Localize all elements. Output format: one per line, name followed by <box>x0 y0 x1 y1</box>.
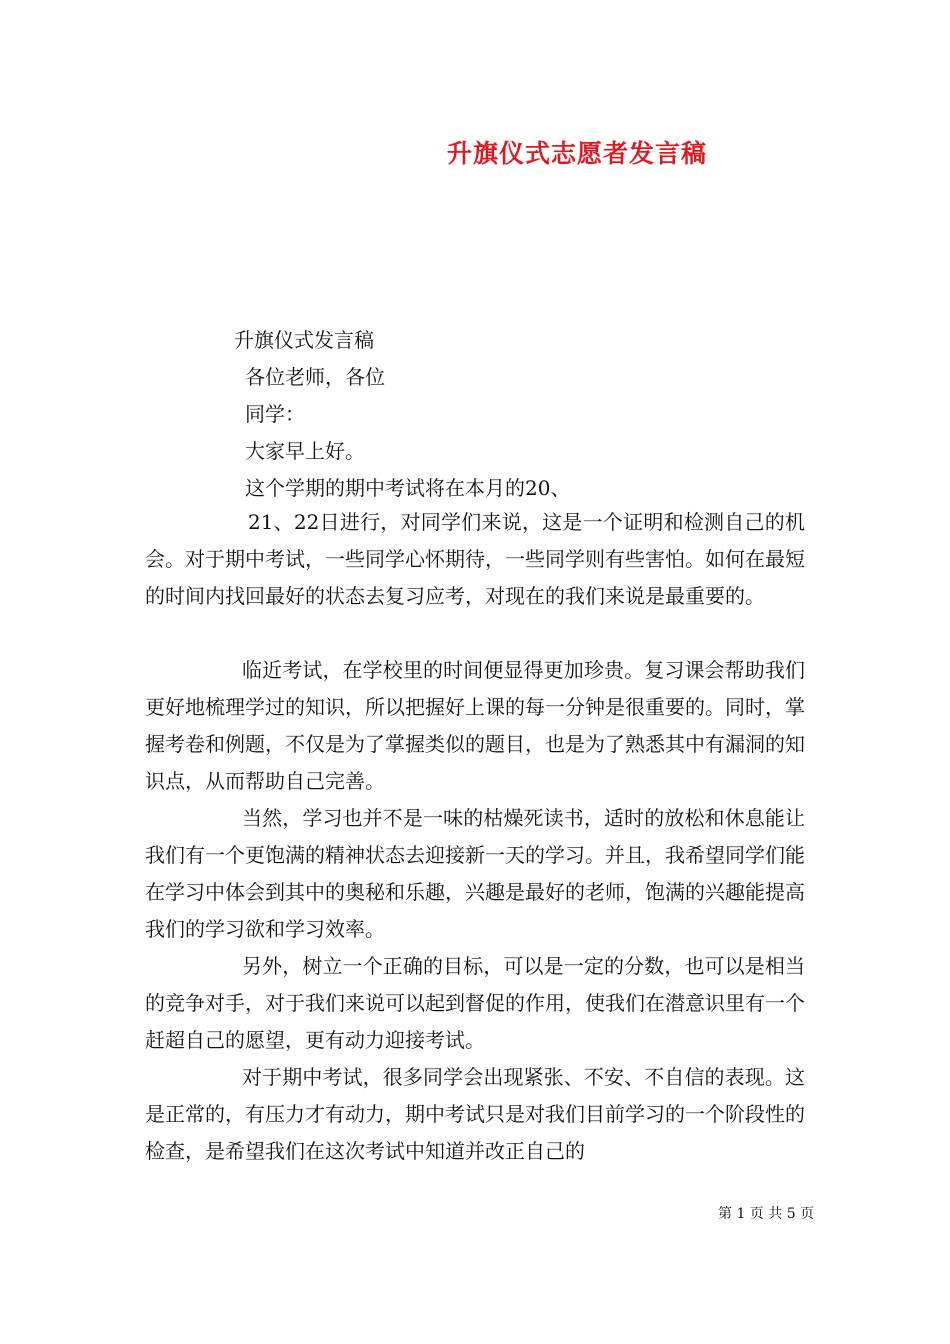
body-paragraph: 21、22日进行，对同学们来说，这是一个证明和检测自己的机会。对于期中考试，一些同学心怀期待，一些同学则有些害怕。如何在最短的时间内找回最好的状态去复习应考，对现在的我们来说是最重要的。 <box>145 510 805 608</box>
salutation-line-2: 同学： <box>245 402 305 426</box>
document-title: 升旗仪式志愿者发言稿 <box>447 139 708 168</box>
salutation-line-1: 各位老师，各位 <box>245 365 385 389</box>
body-paragraph: 临近考试，在学校里的时间便显得更加珍贵。复习课会帮助我们更好地梳理学过的知识，所以把握好上课的每一分钟是很重要的。同时，掌握考卷和例题，不仅是为了掌握类似的题目，也是为了熟悉其中有漏洞的知识点，从而帮助自己完善。 <box>145 658 805 793</box>
greeting-line: 大家早上好。 <box>245 439 365 463</box>
body-paragraph: 对于期中考试，很多同学会出现紧张、不安、不自信的表现。这是正常的，有压力才有动力，期中考试只是对我们目前学习的一个阶段性的检查，是希望我们在这次考试中知道并改正自己的 <box>145 1065 805 1163</box>
page-footer: 第 1 页 共 5 页 <box>718 1206 815 1222</box>
intro-line: 这个学期的期中考试将在本月的20、 <box>245 476 571 500</box>
body-paragraph: 另外，树立一个正确的目标，可以是一定的分数，也可以是相当的竞争对手，对于我们来说可以起到督促的作用，使我们在潜意识里有一个赶超自己的愿望，更有动力迎接考试。 <box>145 954 805 1052</box>
body-paragraph: 当然，学习也并不是一味的枯燥死读书，适时的放松和休息能让我们有一个更饱满的精神状态去迎接新一天的学习。并且，我希望同学们能在学习中体会到其中的奥秘和乐趣，兴趣是最好的老师，饱满的兴趣能提高我们的学习欲和学习效率。 <box>145 806 805 941</box>
speech-heading: 升旗仪式发言稿 <box>234 328 374 352</box>
